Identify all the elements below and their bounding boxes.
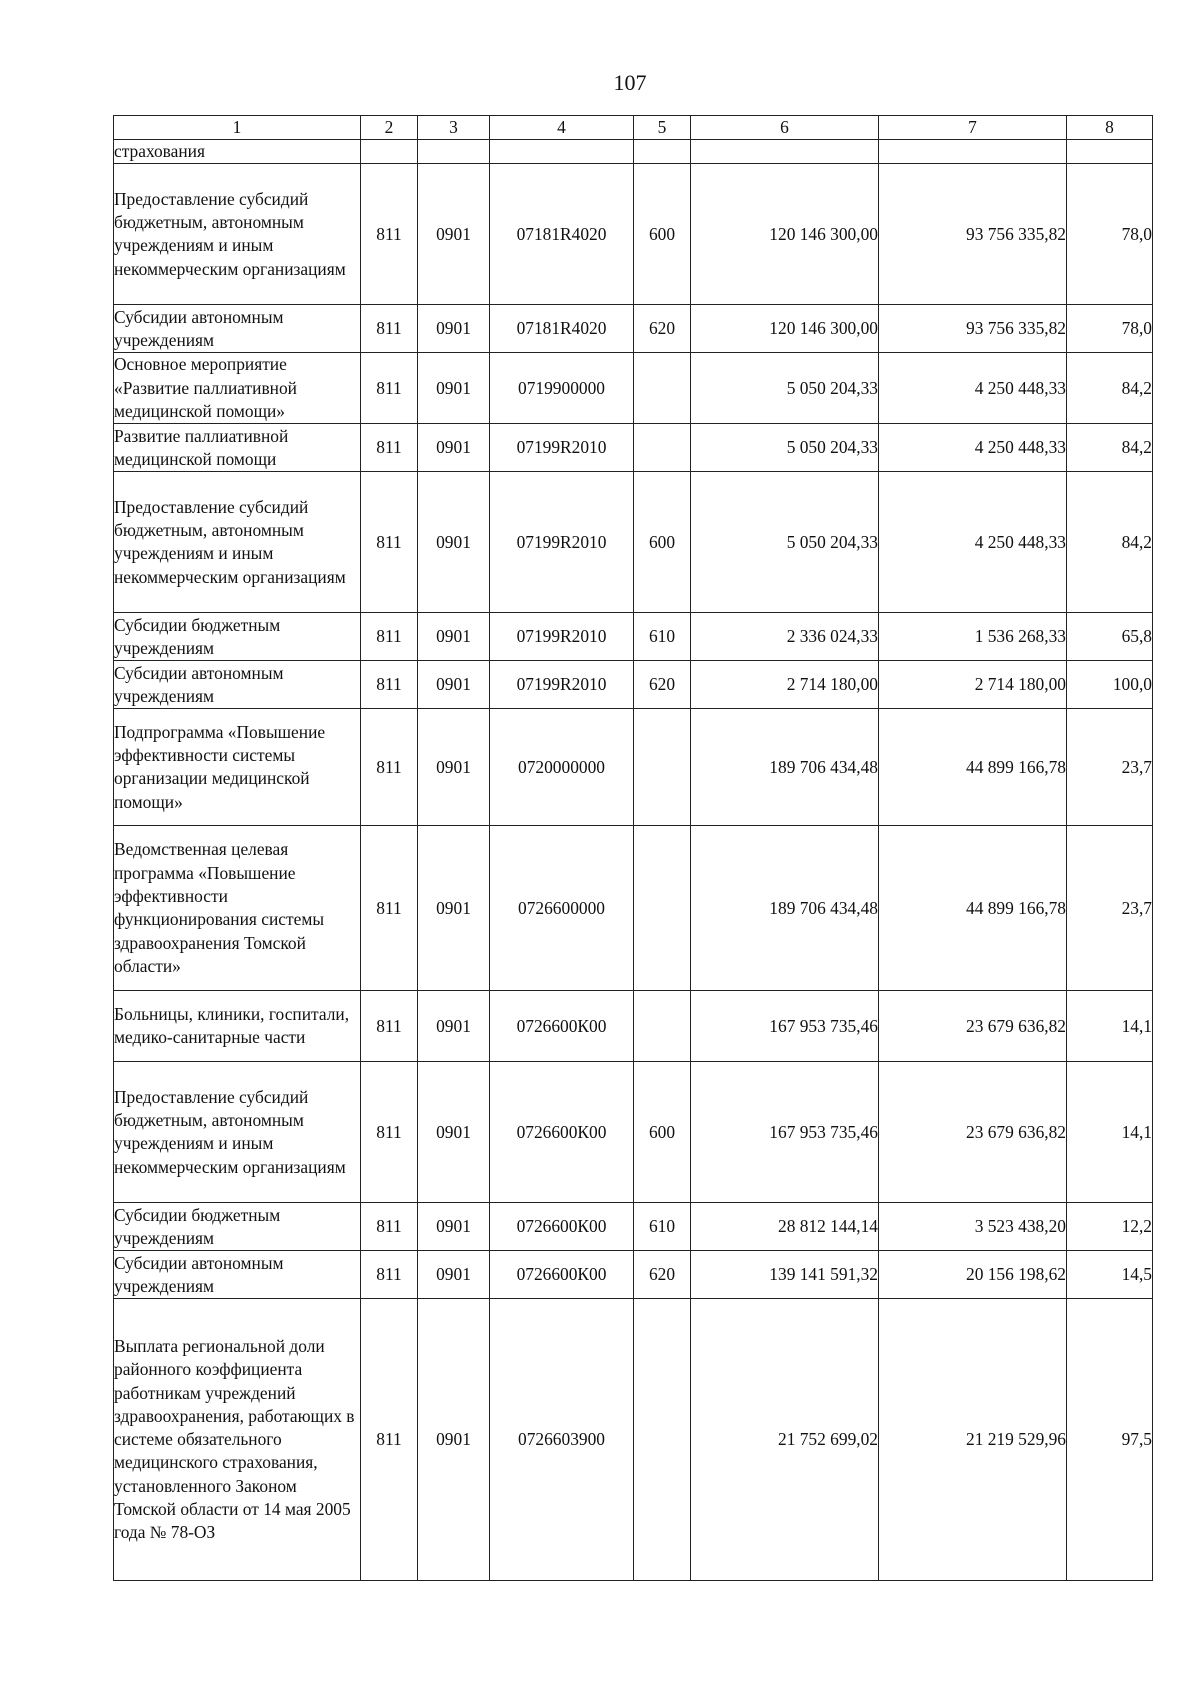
target-article-cell: 07181R4020 <box>490 164 634 305</box>
chapter-code-cell: 811 <box>361 991 418 1062</box>
planned-amount-cell: 189 706 434,48 <box>691 709 879 826</box>
section-code-cell: 0901 <box>418 424 490 472</box>
executed-amount-cell <box>879 140 1067 164</box>
column-header: 7 <box>879 116 1067 140</box>
target-article-cell <box>490 140 634 164</box>
execution-percent-cell: 84,2 <box>1067 424 1153 472</box>
chapter-code-cell <box>361 140 418 164</box>
row-name-cell: Субсидии автономным учреждениям <box>114 305 361 353</box>
table-row <box>114 472 1153 613</box>
expense-type-cell <box>634 353 691 424</box>
table-row <box>114 709 1153 826</box>
planned-amount-cell: 167 953 735,46 <box>691 991 879 1062</box>
expense-type-cell: 600 <box>634 164 691 305</box>
executed-amount-cell: 21 219 529,96 <box>879 1299 1067 1581</box>
row-name-cell: Подпрограмма «Повышение эффективности системы организации медицинской помощи» <box>114 709 361 826</box>
chapter-code-cell: 811 <box>361 164 418 305</box>
executed-amount-cell: 23 679 636,82 <box>879 991 1067 1062</box>
expense-type-cell: 620 <box>634 1251 691 1299</box>
table-row <box>114 613 1153 661</box>
row-name-cell: Предоставление субсидий бюджетным, автономным учреждениям и иным некоммерческим организациям <box>114 1062 361 1203</box>
section-code-cell <box>418 140 490 164</box>
executed-amount-cell: 44 899 166,78 <box>879 826 1067 991</box>
target-article-cell: 0720000000 <box>490 709 634 826</box>
section-code-cell: 0901 <box>418 709 490 826</box>
executed-amount-cell: 93 756 335,82 <box>879 164 1067 305</box>
row-name-cell: Основное мероприятие «Развитие паллиативной медицинской помощи» <box>114 353 361 424</box>
planned-amount-cell: 5 050 204,33 <box>691 424 879 472</box>
planned-amount-cell: 21 752 699,02 <box>691 1299 879 1581</box>
planned-amount-cell: 189 706 434,48 <box>691 826 879 991</box>
target-article-cell: 0726603900 <box>490 1299 634 1581</box>
section-code-cell: 0901 <box>418 1062 490 1203</box>
planned-amount-cell: 167 953 735,46 <box>691 1062 879 1203</box>
chapter-code-cell: 811 <box>361 1251 418 1299</box>
planned-amount-cell <box>691 140 879 164</box>
chapter-code-cell: 811 <box>361 353 418 424</box>
execution-percent-cell <box>1067 140 1153 164</box>
table-row <box>114 1203 1153 1251</box>
table-header-row <box>114 116 1153 140</box>
expense-type-cell: 610 <box>634 1203 691 1251</box>
section-code-cell: 0901 <box>418 1203 490 1251</box>
target-article-cell: 0726600К00 <box>490 1062 634 1203</box>
table-row <box>114 424 1153 472</box>
table-row <box>114 305 1153 353</box>
target-article-cell: 07199R2010 <box>490 613 634 661</box>
section-code-cell: 0901 <box>418 613 490 661</box>
expense-type-cell <box>634 826 691 991</box>
expense-type-cell: 610 <box>634 613 691 661</box>
target-article-cell: 07199R2010 <box>490 424 634 472</box>
row-name-cell: Выплата региональной доли районного коэффициента работникам учреждений здравоохранения, работающих в системе обязательного медицинского страхования, установленного Законом Томской области от 14 мая 2005 года № 78-ОЗ <box>114 1299 361 1581</box>
table-row <box>114 1299 1153 1581</box>
expense-type-cell: 620 <box>634 661 691 709</box>
row-name-cell: Субсидии автономным учреждениям <box>114 661 361 709</box>
execution-percent-cell: 78,0 <box>1067 164 1153 305</box>
row-name-cell: Ведомственная целевая программа «Повышение эффективности функционирования системы здравоохранения Томской области» <box>114 826 361 991</box>
chapter-code-cell: 811 <box>361 1062 418 1203</box>
table-body <box>114 140 1153 1581</box>
section-code-cell: 0901 <box>418 826 490 991</box>
expense-type-cell <box>634 424 691 472</box>
expense-type-cell: 600 <box>634 472 691 613</box>
expense-type-cell <box>634 140 691 164</box>
executed-amount-cell: 20 156 198,62 <box>879 1251 1067 1299</box>
table-row <box>114 164 1153 305</box>
planned-amount-cell: 2 714 180,00 <box>691 661 879 709</box>
section-code-cell: 0901 <box>418 1299 490 1581</box>
execution-percent-cell: 14,1 <box>1067 991 1153 1062</box>
execution-percent-cell: 78,0 <box>1067 305 1153 353</box>
target-article-cell: 07199R2010 <box>490 472 634 613</box>
planned-amount-cell: 28 812 144,14 <box>691 1203 879 1251</box>
chapter-code-cell: 811 <box>361 709 418 826</box>
expense-type-cell <box>634 1299 691 1581</box>
target-article-cell: 0726600К00 <box>490 1251 634 1299</box>
executed-amount-cell: 4 250 448,33 <box>879 472 1067 613</box>
table-row <box>114 661 1153 709</box>
column-header: 1 <box>114 116 361 140</box>
executed-amount-cell: 93 756 335,82 <box>879 305 1067 353</box>
section-code-cell: 0901 <box>418 1251 490 1299</box>
execution-percent-cell: 23,7 <box>1067 709 1153 826</box>
row-name-cell: страхования <box>114 140 361 164</box>
column-header: 8 <box>1067 116 1153 140</box>
section-code-cell: 0901 <box>418 991 490 1062</box>
executed-amount-cell: 1 536 268,33 <box>879 613 1067 661</box>
section-code-cell: 0901 <box>418 164 490 305</box>
execution-percent-cell: 97,5 <box>1067 1299 1153 1581</box>
chapter-code-cell: 811 <box>361 826 418 991</box>
target-article-cell: 0726600К00 <box>490 991 634 1062</box>
executed-amount-cell: 2 714 180,00 <box>879 661 1067 709</box>
row-name-cell: Больницы, клиники, госпитали, медико-санитарные части <box>114 991 361 1062</box>
target-article-cell: 0726600000 <box>490 826 634 991</box>
section-code-cell: 0901 <box>418 661 490 709</box>
planned-amount-cell: 120 146 300,00 <box>691 305 879 353</box>
expense-type-cell <box>634 991 691 1062</box>
table-row <box>114 1062 1153 1203</box>
row-name-cell: Предоставление субсидий бюджетным, автономным учреждениям и иным некоммерческим организациям <box>114 472 361 613</box>
execution-percent-cell: 100,0 <box>1067 661 1153 709</box>
execution-percent-cell: 14,1 <box>1067 1062 1153 1203</box>
chapter-code-cell: 811 <box>361 613 418 661</box>
execution-percent-cell: 23,7 <box>1067 826 1153 991</box>
chapter-code-cell: 811 <box>361 305 418 353</box>
table-row <box>114 353 1153 424</box>
execution-percent-cell: 84,2 <box>1067 472 1153 613</box>
chapter-code-cell: 811 <box>361 1203 418 1251</box>
expense-type-cell: 620 <box>634 305 691 353</box>
expense-type-cell: 600 <box>634 1062 691 1203</box>
column-header: 4 <box>490 116 634 140</box>
table-row <box>114 991 1153 1062</box>
executed-amount-cell: 4 250 448,33 <box>879 424 1067 472</box>
row-name-cell: Развитие паллиативной медицинской помощи <box>114 424 361 472</box>
row-name-cell: Субсидии автономным учреждениям <box>114 1251 361 1299</box>
table-row <box>114 826 1153 991</box>
planned-amount-cell: 5 050 204,33 <box>691 353 879 424</box>
column-header: 2 <box>361 116 418 140</box>
expense-type-cell <box>634 709 691 826</box>
executed-amount-cell: 3 523 438,20 <box>879 1203 1067 1251</box>
table-row <box>114 1251 1153 1299</box>
planned-amount-cell: 2 336 024,33 <box>691 613 879 661</box>
target-article-cell: 0726600К00 <box>490 1203 634 1251</box>
table-row <box>114 140 1153 164</box>
section-code-cell: 0901 <box>418 305 490 353</box>
page-number: 107 <box>613 70 647 95</box>
chapter-code-cell: 811 <box>361 1299 418 1581</box>
section-code-cell: 0901 <box>418 472 490 613</box>
target-article-cell: 07199R2010 <box>490 661 634 709</box>
column-header: 5 <box>634 116 691 140</box>
chapter-code-cell: 811 <box>361 661 418 709</box>
target-article-cell: 0719900000 <box>490 353 634 424</box>
section-code-cell: 0901 <box>418 353 490 424</box>
column-header: 6 <box>691 116 879 140</box>
planned-amount-cell: 120 146 300,00 <box>691 164 879 305</box>
budget-table <box>113 115 1153 1581</box>
execution-percent-cell: 12,2 <box>1067 1203 1153 1251</box>
planned-amount-cell: 139 141 591,32 <box>691 1251 879 1299</box>
execution-percent-cell: 14,5 <box>1067 1251 1153 1299</box>
chapter-code-cell: 811 <box>361 472 418 613</box>
row-name-cell: Субсидии бюджетным учреждениям <box>114 613 361 661</box>
column-header: 3 <box>418 116 490 140</box>
execution-percent-cell: 84,2 <box>1067 353 1153 424</box>
row-name-cell: Субсидии бюджетным учреждениям <box>114 1203 361 1251</box>
executed-amount-cell: 23 679 636,82 <box>879 1062 1067 1203</box>
executed-amount-cell: 44 899 166,78 <box>879 709 1067 826</box>
planned-amount-cell: 5 050 204,33 <box>691 472 879 613</box>
executed-amount-cell: 4 250 448,33 <box>879 353 1067 424</box>
target-article-cell: 07181R4020 <box>490 305 634 353</box>
execution-percent-cell: 65,8 <box>1067 613 1153 661</box>
row-name-cell: Предоставление субсидий бюджетным, автономным учреждениям и иным некоммерческим организациям <box>114 164 361 305</box>
chapter-code-cell: 811 <box>361 424 418 472</box>
